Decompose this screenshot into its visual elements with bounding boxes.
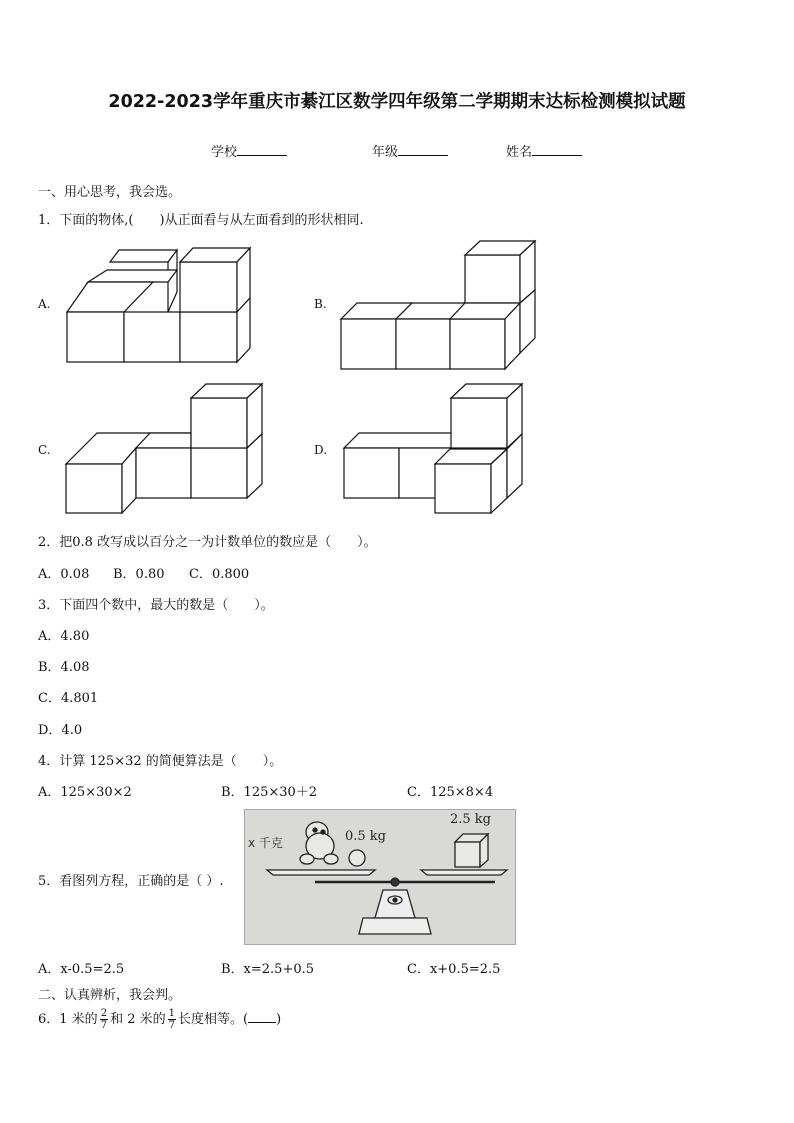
q2-option-a[interactable]: A．0.08 xyxy=(38,567,90,582)
q4-option-a[interactable]: A．125×30×2 xyxy=(38,785,132,800)
question-2: 2．把0.8 改写成以百分之一为计数单位的数应是（ ）。 xyxy=(38,535,377,550)
fraction-2-7 xyxy=(100,1008,108,1031)
q6-text-2: 和 2 米的 xyxy=(110,1012,166,1027)
question-1: 1．下面的物体,( )从正面看与从左面看到的形状相同. xyxy=(38,213,364,228)
name-field xyxy=(506,141,582,160)
fraction-denominator: 7 xyxy=(100,1020,108,1031)
section-1-heading: 一、用心思考，我会选。 xyxy=(38,185,182,200)
q6-text-3: 长度相等。( xyxy=(177,1012,249,1027)
page-title: 2022-2023学年重庆市綦江区数学四年级第二学期期末达标检测模拟试题 xyxy=(108,92,686,112)
option-d-label: D. xyxy=(314,443,328,457)
figure-b xyxy=(338,238,543,373)
q4-option-c[interactable]: C．125×8×4 xyxy=(407,785,494,800)
fraction-numerator: 1 xyxy=(168,1008,175,1019)
x-weight-label: x 千克 xyxy=(248,836,283,850)
option-c-label: C. xyxy=(38,443,51,457)
fraction-1-7 xyxy=(168,1008,176,1031)
fraction-denominator: 7 xyxy=(168,1020,175,1031)
question-3: 3．下面四个数中，最大的数是（ ）。 xyxy=(38,598,274,613)
q2-option-b[interactable]: B．0.80 xyxy=(113,567,165,582)
q5-option-a[interactable]: A．x-0.5=2.5 xyxy=(38,962,125,977)
figure-d xyxy=(340,382,530,517)
q4-option-b[interactable]: B．125×30＋2 xyxy=(221,785,318,800)
option-b-label: B. xyxy=(314,297,327,311)
q6-text-4: ) xyxy=(276,1012,282,1027)
box-weight-label: 2.5 kg xyxy=(450,812,492,827)
q3-option-b[interactable]: B．4.08 xyxy=(38,660,90,675)
q6-answer-blank[interactable] xyxy=(248,1010,276,1023)
grade-field xyxy=(372,141,448,160)
school-blank[interactable] xyxy=(237,143,287,156)
question-5: 5．看图列方程，正确的是（ ）. xyxy=(38,874,224,889)
balance-scale-image xyxy=(244,809,516,945)
school-label: 学校 xyxy=(211,145,238,160)
section-2-heading: 二、认真辨析，我会判。 xyxy=(38,988,182,1003)
q3-option-d[interactable]: D．4.0 xyxy=(38,723,83,738)
school-field xyxy=(211,141,287,160)
ball-weight-label: 0.5 kg xyxy=(345,829,387,844)
fraction-numerator: 2 xyxy=(100,1008,108,1019)
question-4: 4．计算 125×32 的简便算法是（ ）。 xyxy=(38,754,283,769)
option-a-label: A. xyxy=(38,297,51,311)
grade-blank[interactable] xyxy=(398,143,448,156)
figure-a xyxy=(60,246,255,366)
q3-option-a[interactable]: A．4.80 xyxy=(38,629,90,644)
q3-option-c[interactable]: C．4.801 xyxy=(38,691,99,706)
name-label: 姓名 xyxy=(506,145,533,160)
q5-option-b[interactable]: B．x=2.5+0.5 xyxy=(221,962,315,977)
name-blank[interactable] xyxy=(532,143,582,156)
q2-option-c[interactable]: C．0.800 xyxy=(189,567,250,582)
grade-label: 年级 xyxy=(372,145,399,160)
question-6 xyxy=(38,1008,281,1032)
q6-text-1: 6．1 米的 xyxy=(38,1012,98,1027)
q5-option-c[interactable]: C．x+0.5=2.5 xyxy=(407,962,501,977)
figure-c xyxy=(64,382,266,517)
